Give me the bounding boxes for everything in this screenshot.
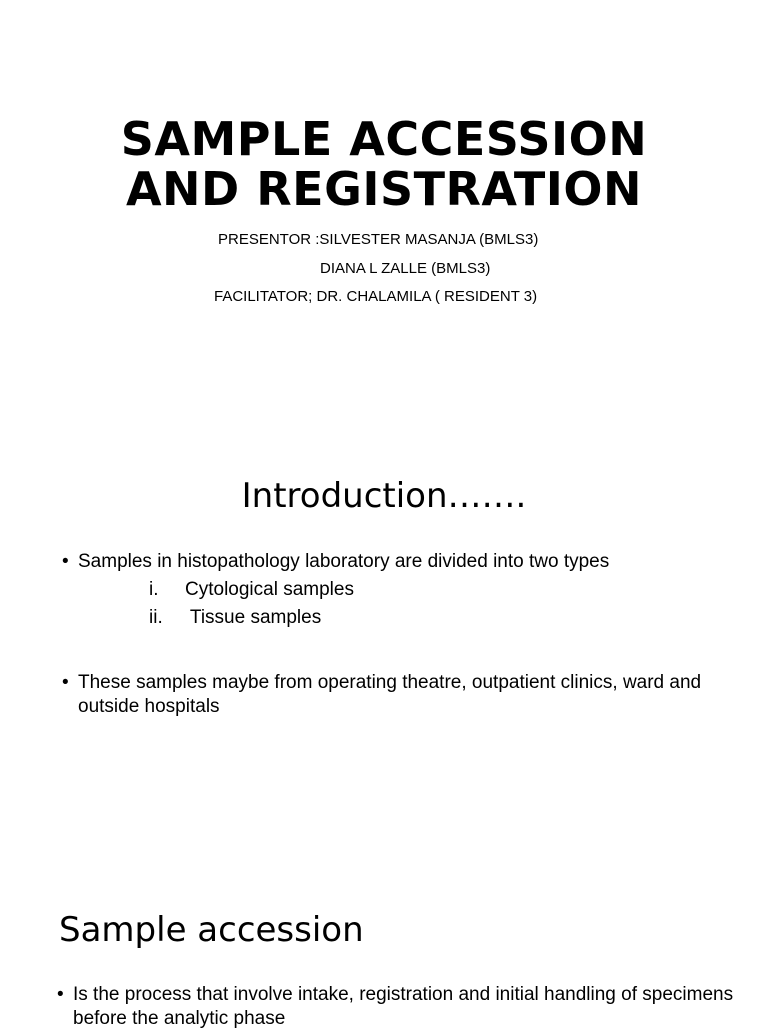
bullet-icon: • [62, 551, 69, 572]
sub-item-text: Cytological samples [185, 579, 354, 600]
title-line-1: SAMPLE ACCESSION [120, 112, 648, 166]
sub-list-item [149, 578, 354, 602]
list-item [62, 671, 742, 719]
bullet-text: These samples maybe from operating theatre, outpatient clinics, ward and outside hospitals [78, 672, 702, 717]
title-line-2: AND REGISTRATION [125, 162, 643, 216]
presenter-text: PRESENTOR :SILVESTER MASANJA (BMLS3) [218, 231, 539, 248]
co-presenter-text: DIANA L ZALLE (BMLS3) [320, 260, 491, 277]
sub-item-number: i. [149, 579, 159, 600]
sub-item-number: ii. [149, 607, 163, 628]
introduction-heading: Introduction……. [241, 476, 527, 516]
section-heading: Sample accession [59, 910, 364, 950]
bullet-text: Is the process that involve intake, registration and initial handling of specimens before the analytic phase [73, 984, 734, 1029]
bullet-icon: • [62, 672, 69, 693]
list-item [62, 550, 742, 574]
sub-list-item [149, 606, 321, 630]
facilitator-text: FACILITATOR; DR. CHALAMILA ( RESIDENT 3) [214, 288, 538, 305]
page-title [0, 114, 768, 214]
sub-item-text: Tissue samples [185, 607, 322, 628]
bullet-icon: • [57, 984, 64, 1005]
bullet-text: Samples in histopathology laboratory are divided into two types [78, 551, 610, 572]
